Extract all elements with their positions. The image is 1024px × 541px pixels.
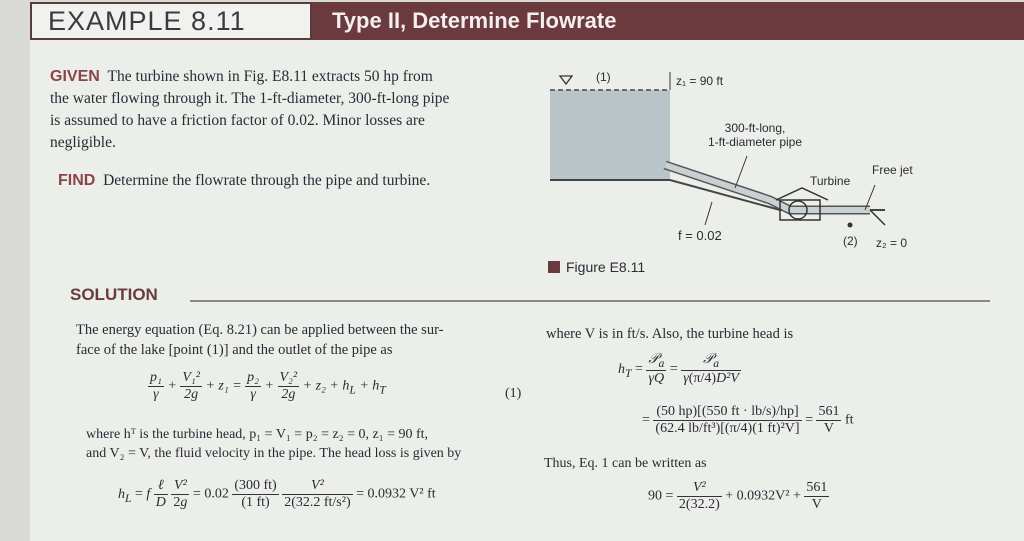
- solution-intro-line-1: The energy equation (Eq. 8.21) can be applied between the sur-: [76, 322, 444, 338]
- equation-1-number: (1): [505, 386, 522, 401]
- right-intro: where V is in ft/s. Also, the turbine head is: [546, 326, 794, 342]
- z2-label: z₂ = 0: [876, 236, 908, 250]
- example-type-title: Type II, Determine Flowrate: [332, 8, 617, 33]
- head-loss-length: (300 ft): [234, 478, 277, 493]
- example-number: EXAMPLE 8.11: [48, 6, 246, 36]
- final-equation: 90 = $\frac{\text{V²}}{2(32.2)}$ + 0.0932V² + $\frac{561}{V}$: [648, 480, 828, 512]
- free-jet-stream: [870, 210, 885, 225]
- final-equation-numerator-2: 561: [806, 480, 828, 495]
- pipe-label: [700, 121, 810, 149]
- turbine-head-result-numerator: 561: [818, 404, 840, 419]
- friction-factor-label: f = 0.02: [678, 228, 722, 243]
- turbine-head-denominator: (62.4 lb/ft³)[(π/4)(1 ft)²V]: [655, 421, 800, 436]
- turbine-label: Turbine: [810, 174, 851, 188]
- pipe-label-line-1: 300-ft-long,: [724, 121, 786, 135]
- find-section: [58, 170, 548, 192]
- find-text: Determine the flowrate through the pipe and turbine.: [103, 172, 431, 189]
- final-equation-denominator: 2(32.2): [678, 497, 720, 512]
- thus-line: Thus, Eq. 1 can be written as: [544, 456, 707, 471]
- figure-caption-text: Figure E8.11: [566, 259, 646, 275]
- turbine-head-unit: ft: [844, 412, 854, 428]
- z1-label: z₁ = 90 ft: [676, 74, 724, 88]
- given-line-1: The turbine shown in Fig. E8.11 extracts 50 hp from: [107, 68, 433, 85]
- final-equation-middle: + 0.0932V² +: [725, 488, 801, 504]
- final-equation-lhs: 90 =: [648, 488, 674, 504]
- point-2-marker: [848, 223, 853, 228]
- given-label: GIVEN: [50, 68, 100, 85]
- solution-intro: [76, 320, 536, 360]
- solution-rule: [190, 300, 990, 302]
- solution-conditions-line-2: and V₂ = V, the fluid velocity in the pipe. The head loss is given by: [86, 446, 462, 461]
- solution-conditions-line-1: where hᵀ is the turbine head, p₁ = V₁ = p₂ = z₂ = 0, z₁ = 90 ft,: [86, 427, 429, 442]
- pipe-leader: [735, 156, 747, 188]
- caption-square-icon: [548, 261, 560, 273]
- friction-leader: [705, 202, 712, 225]
- given-line-4: negligible.: [50, 134, 116, 151]
- point-1-label: (1): [596, 70, 611, 84]
- example-type-banner: [312, 2, 1024, 40]
- head-loss-diameter: (1 ft): [241, 495, 270, 510]
- point-2-label: (2): [843, 234, 858, 248]
- water-level-icon: [560, 76, 572, 84]
- head-loss-gravity: 2(32.2 ft/s²): [284, 495, 351, 510]
- solution-intro-line-2: face of the lake [point (1)] and the outlet of the pipe as: [76, 342, 393, 358]
- example-number-box: [30, 2, 312, 40]
- figure-e8-11: [540, 60, 940, 260]
- given-line-2: the water flowing through it. The 1-ft-diameter, 300-ft-long pipe: [50, 90, 450, 107]
- turbine-roof: [776, 188, 828, 200]
- figure-caption: [548, 259, 645, 275]
- turbine-head-result-denominator: V: [823, 421, 835, 436]
- pipe-label-line-2: 1-ft-diameter pipe: [707, 135, 803, 149]
- turbine-head-numeric: = $\frac{(50 hp)[(550 ft \cdot lb/s)/hp]}{\text{(62.4 lb/ft³)[(π/4)(1 ft)²V]}}$ = $\frac{561}{V}$ ft: [642, 404, 854, 436]
- final-equation-denominator-2: V: [811, 497, 822, 512]
- head-loss-equation: $h_L = f$ $\frac{\text{ℓ}}{D}$ $\frac{\text{V²}}{2g}$ = 0.02 $\frac{(300 ft)}{(1 ft)}$ $\frac{\text{V²}}{\text{2(32.2 ft/s²)}}$ = 0.0932 V² ft: [118, 478, 436, 510]
- head-loss-coefficient: 0.02: [204, 486, 229, 502]
- energy-equation: $\frac{\text{p₁}}{\gamma}$ + $\frac{\text{V₁²}}{2g}$ + z₁ = $\frac{\text{p₂}}{\gamma}$ + $\frac{\text{V₂²}}{2g}$ + $z_2 + h_L + h_T$: [150, 370, 386, 402]
- turbine-head-symbolic: $h_T$ = $\frac{𝒫_a}{\gamma Q}$ = $\frac{𝒫_a}{\text{γ(π/4)D²V}}$: [618, 352, 739, 386]
- head-loss-result: = 0.0932 V² ft: [356, 486, 436, 502]
- free-jet-label: Free jet: [872, 163, 913, 177]
- find-label: FIND: [58, 172, 96, 189]
- given-section: [50, 66, 540, 154]
- turbine-head-numerator: (50 hp)[(550 ft · lb/s)/hp]: [653, 404, 801, 421]
- given-line-3: is assumed to have a friction factor of 0.02. Minor losses are: [50, 112, 425, 129]
- solution-label: SOLUTION: [70, 285, 158, 304]
- solution-conditions: [86, 425, 536, 463]
- reservoir-water: [550, 90, 670, 180]
